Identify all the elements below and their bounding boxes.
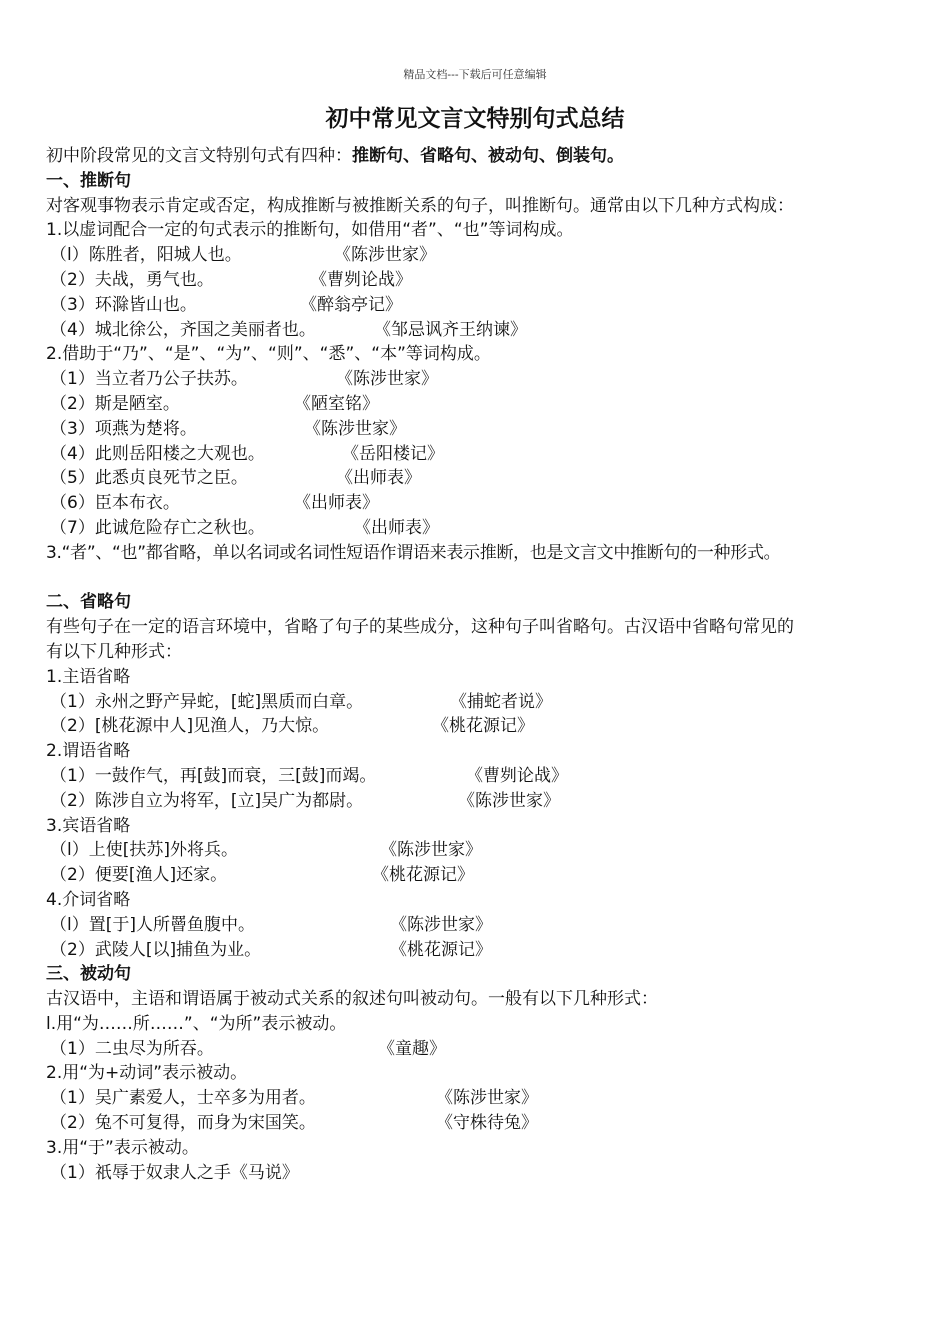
example-text: （1）吴广素爱人，士卒多为用者。 [50,1088,316,1109]
subpoint-heading: 4.介词省略 [46,889,131,910]
example-item [46,690,926,715]
example-text: （1）祇辱于奴隶人之手《马说》 [50,1162,299,1183]
example-source: 《出师表》 [354,517,439,538]
example-source: 《陈涉世家》 [458,790,560,811]
example-text: （1）永州之野产异蛇，[蛇]黑质而白章。 [50,691,364,712]
example-text: （3）环滁皆山也。 [50,294,197,315]
example-source: 《捕蛇者说》 [450,691,552,712]
example-text: （2）武陵人[以]捕鱼为业。 [50,939,262,960]
section-desc: 对客观事物表示肯定或否定，构成推断与被推断关系的句子，叫推断句。通常由以下几种方式构成： [46,195,794,216]
example-text: （2）便要[渔人]还家。 [50,865,228,886]
example-item [46,1037,926,1062]
example-text: （2）陈涉自立为将军，[立]吴广为都尉。 [50,790,364,811]
example-item [46,516,926,541]
example-item [46,913,926,938]
example-text: （l）陈胜者，阳城人也。 [50,245,242,266]
example-item [46,318,926,343]
example-source: 《桃花源记》 [372,865,474,886]
example-text: （2）[桃花源中人]见渔人，乃大惊。 [50,716,330,737]
section-heading-judgment: 一、推断句 [46,170,131,191]
example-item [46,1086,926,1111]
subpoint-heading: 1.以虚词配合一定的句式表示的推断句，如借用“者”、“也”等词构成。 [46,220,574,241]
example-item [46,243,926,268]
example-source: 《曹刿论战》 [466,765,568,786]
example-source: 《岳阳楼记》 [342,443,444,464]
example-item [46,417,926,442]
example-source: 《桃花源记》 [432,716,534,737]
example-item [46,1111,926,1136]
example-source: 《醉翁亭记》 [300,294,402,315]
example-item [46,714,926,739]
example-text: （4）此则岳阳楼之大观也。 [50,443,265,464]
example-text: （3）项燕为楚将。 [50,418,197,439]
example-source: 《出师表》 [294,493,379,514]
example-source: 《陈涉世家》 [380,840,482,861]
example-item [46,863,926,888]
subpoint-heading: 1.主语省略 [46,666,131,687]
example-item [46,466,926,491]
section-heading-passive: 三、被动句 [46,964,131,985]
example-source: 《陈涉世家》 [334,245,436,266]
subpoint-heading: 3.“者”、“也”都省略，单以名词或名词性短语作谓语来表示推断，也是文言文中推断句的一种形式。 [46,542,781,563]
example-item [46,268,926,293]
example-source: 《陈涉世家》 [304,418,406,439]
section-heading-omission: 二、省略句 [46,592,131,613]
example-text: （2）兔不可复得，而身为宋国笑。 [50,1113,316,1134]
example-item [46,1161,926,1186]
example-text: （6）臣本布衣。 [50,493,180,514]
example-source: 《童趣》 [378,1038,446,1059]
example-source: 《邹忌讽齐王纳谏》 [374,319,527,340]
example-source: 《曹刿论战》 [310,269,412,290]
example-item [46,491,926,516]
example-item [46,442,926,467]
subpoint-heading: 3.宾语省略 [46,815,131,836]
example-text: （4）城北徐公，齐国之美丽者也。 [50,319,316,340]
example-item [46,392,926,417]
page-title: 初中常见文言文特别句式总结 [325,105,625,132]
example-text: （l）上使[扶苏]外将兵。 [50,840,238,861]
example-text: （7）此诚危险存亡之秋也。 [50,517,265,538]
example-source: 《出师表》 [336,468,421,489]
example-text: （1）一鼓作气，再[鼓]而衰，三[鼓]而竭。 [50,765,377,786]
example-text: （2）斯是陋室。 [50,393,180,414]
example-source: 《桃花源记》 [390,939,492,960]
example-source: 《守株待兔》 [436,1113,538,1134]
example-item [46,764,926,789]
intro-bold-summary: 推断句、省略句、被动句、倒装句。 [352,146,624,166]
document-body [46,144,926,1185]
example-text: （5）此悉贞良死节之臣。 [50,468,248,489]
example-source: 《陈涉世家》 [436,1088,538,1109]
subpoint-heading: 2.用“为+动词”表示被动。 [46,1063,248,1084]
subpoint-heading: 2.借助于“乃”、“是”、“为”、“则”、“悉”、“本”等词构成。 [46,344,491,365]
example-source: 《陈涉世家》 [336,369,438,390]
subpoint-heading: 2.谓语省略 [46,741,131,762]
section-desc: 古汉语中，主语和谓语属于被动式关系的叙述句叫被动句。一般有以下几种形式： [46,989,658,1010]
example-text: （l）置[于]人所罾鱼腹中。 [50,914,255,935]
subpoint-heading: 3.用“于”表示被动。 [46,1137,199,1158]
example-item [46,367,926,392]
section-desc: 有些句子在一定的语言环境中，省略了句子的某些成分，这种句子叫省略句。古汉语中省略句常见的 [46,617,794,638]
example-text: （1）二虫尽为所吞。 [50,1038,214,1059]
intro-line [46,144,926,169]
section-desc-cont: 有以下几种形式： [46,641,182,662]
header-note: 精品文档---下载后可任意编辑 [403,68,547,81]
example-source: 《陋室铭》 [294,393,379,414]
example-text: （1）当立者乃公子扶苏。 [50,369,248,390]
example-source: 《陈涉世家》 [390,914,492,935]
example-text: （2）夫战，勇气也。 [50,269,214,290]
example-item [46,838,926,863]
intro-text: 初中阶段常见的文言文特别句式有四种： [46,146,352,166]
example-item [46,789,926,814]
subpoint-heading: l.用“为……所……”、“为所”表示被动。 [46,1013,347,1034]
example-item [46,938,926,963]
example-item [46,293,926,318]
